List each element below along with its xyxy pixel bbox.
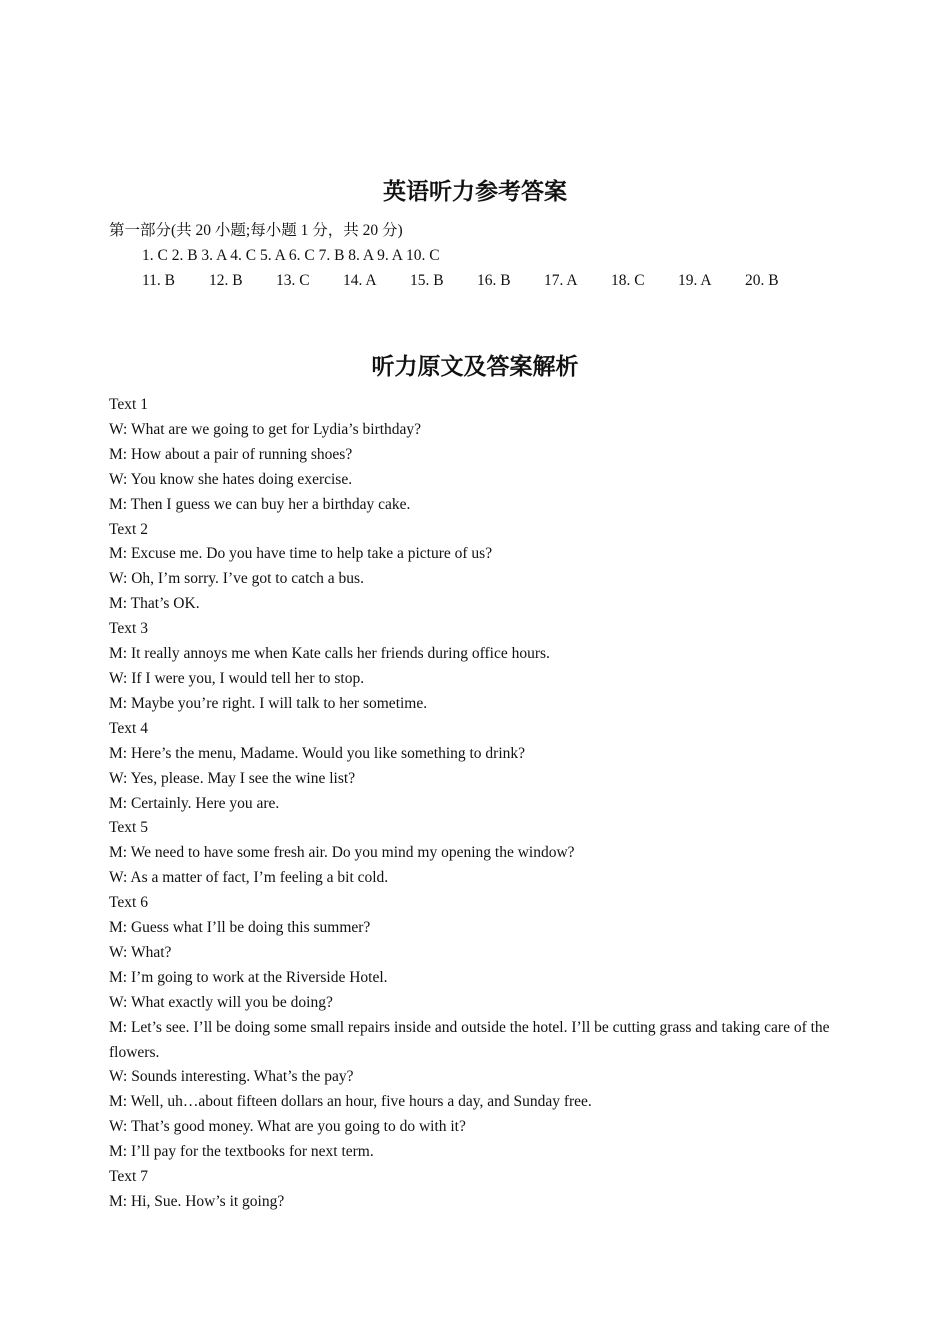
dialogue-line: M: Excuse me. Do you have time to help take a picture of us? [109,545,493,563]
dialogue-line: M: Then I guess we can buy her a birthday cake. [109,495,411,513]
text-heading: Text 7 [109,1168,148,1186]
answers-row-2 [109,268,839,293]
answer-item: 15. B [410,272,444,289]
dialogue-line: M: I’m going to work at the Riverside Hotel. [109,968,388,986]
answer-item: 16. B [477,272,511,289]
dialogue-line: W: As a matter of fact, I’m feeling a bit cold. [109,869,389,887]
dialogue-line: W: You know she hates doing exercise. [109,470,353,488]
answer-key-title: 英语听力参考答案 [383,178,567,205]
dialogue-line: W: If I were you, I would tell her to stop. [109,669,365,687]
dialogue-line: W: What are we going to get for Lydia’s birthday? [109,420,422,438]
part-one-label: 第一部分(共 20 小题;每小题 1 分，共 20 分) [109,222,403,239]
dialogue-line: M: Let’s see. I’ll be doing some small repairs inside and outside the hotel. I’ll be cutting grass and taking care of the flowers. [109,1018,830,1061]
dialogue-line: M: Maybe you’re right. I will talk to her sometime. [109,694,428,712]
answer-item: 20. B [745,272,779,289]
dialogue-line: W: Sounds interesting. What’s the pay? [109,1068,354,1086]
text-heading: Text 2 [109,520,148,538]
text-heading: Text 1 [109,396,148,413]
answer-item: 18. C [611,272,645,289]
dialogue-line: W: That’s good money. What are you going to do with it? [109,1118,466,1136]
text-heading: Text 6 [109,894,148,912]
transcript-body [109,393,839,1215]
dialogue-line: M: I’ll pay for the textbooks for next term. [109,1143,374,1161]
answer-item: 13. C [276,272,310,289]
text-heading: Text 4 [109,719,148,737]
answer-item: 17. A [544,272,578,289]
dialogue-line: W: Oh, I’m sorry. I’ve got to catch a bus. [109,570,364,588]
answer-item: 11. B [142,272,176,289]
dialogue-line: M: How about a pair of running shoes? [109,445,353,463]
answer-item: 19. A [678,272,712,289]
dialogue-line: M: Here’s the menu, Madame. Would you like something to drink? [109,744,526,762]
dialogue-line: M: Guess what I’ll be doing this summer? [109,919,371,937]
dialogue-line: M: We need to have some fresh air. Do you mind my opening the window? [109,844,575,862]
transcript-title: 听力原文及答案解析 [371,353,579,380]
dialogue-line: M: Certainly. Here you are. [109,794,280,812]
text-heading: Text 5 [109,819,148,837]
dialogue-line: M: Hi, Sue. How’s it going? [109,1193,285,1210]
dialogue-line: M: That’s OK. [109,595,200,613]
text-heading: Text 3 [109,620,148,638]
answers-row-1: 1. C 2. B 3. A 4. C 5. A 6. C 7. B 8. A 9. A 10. C [142,247,440,264]
answer-key-block [109,218,839,293]
dialogue-line: M: Well, uh…about fifteen dollars an hour, five hours a day, and Sunday free. [109,1093,592,1111]
dialogue-line: W: What exactly will you be doing? [109,993,333,1011]
answer-item: 14. A [343,272,377,289]
dialogue-line: M: It really annoys me when Kate calls her friends during office hours. [109,645,550,663]
dialogue-line: W: Yes, please. May I see the wine list? [109,769,356,787]
answer-item: 12. B [209,272,243,289]
dialogue-line: W: What? [109,943,172,961]
